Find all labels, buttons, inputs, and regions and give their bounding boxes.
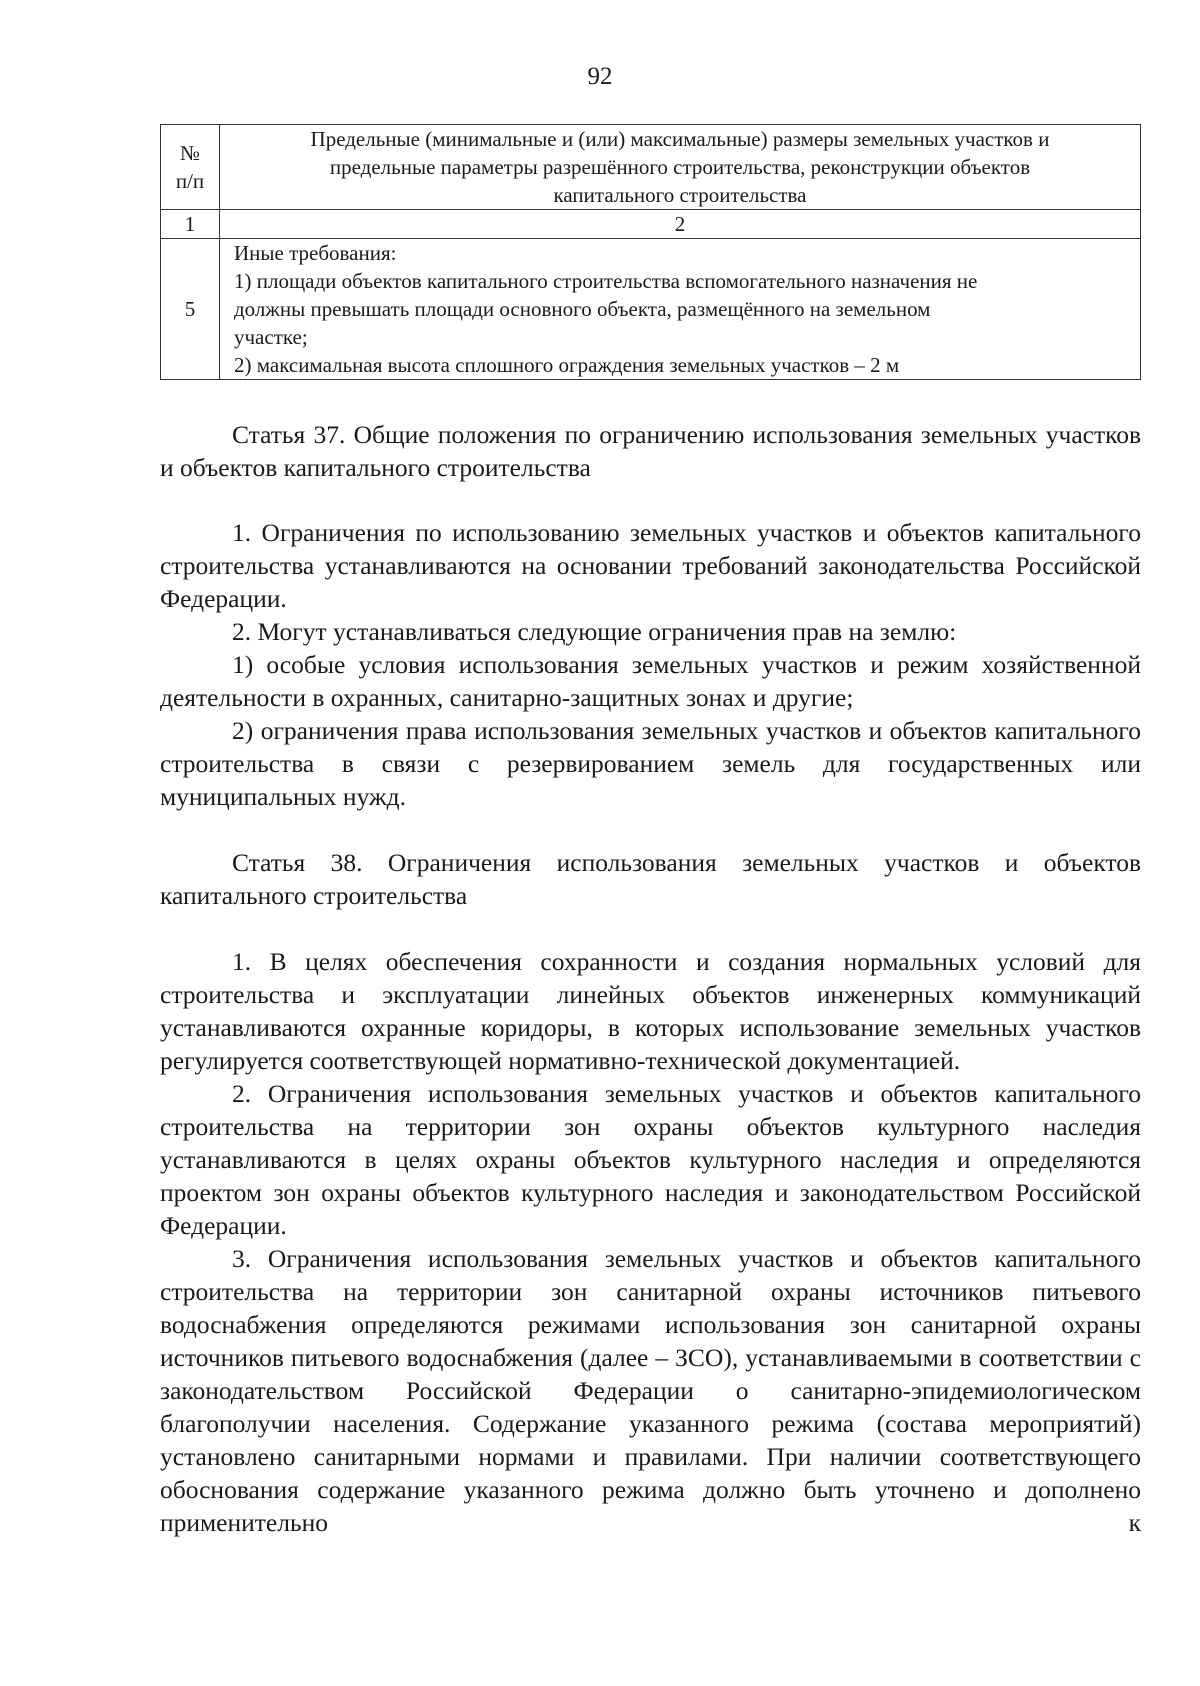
table-header-row <box>161 125 1141 210</box>
article-38-paragraph: 1. В целях обеспечения сохранности и создания нормальных условий для строительства и эксплуатации линейных объектов инженерных коммуникаций устанавливаются охранные коридоры, в которых использование земельных участков регулируется соответствующей нормативно-технической документацией. <box>160 947 1141 1075</box>
article-37-heading: Статья 37. Общие положения по ограничению использования земельных участков и объектов капитального строительства <box>160 420 1141 482</box>
page-number: 92 <box>587 63 613 90</box>
article-37-paragraph: 1) особые условия использования земельных участков и режим хозяйственной деятельности в охранных, санитарно-защитных зонах и другие; <box>160 650 1141 712</box>
table-row-content <box>220 239 1141 380</box>
table-index-cell: 2 <box>220 210 1141 239</box>
table-header-title-line: предельные параметры разрешённого строительства, реконструкции объектов <box>329 155 1031 179</box>
table-header-title-line: Предельные (минимальные и (или) максимальные) размеры земельных участков и <box>310 127 1050 151</box>
article-37-paragraph: 1. Ограничения по использованию земельных участков и объектов капитального строительства устанавливаются на основании требований законодательства Российской Федерации. <box>160 518 1141 613</box>
table-row-num: 5 <box>161 239 220 380</box>
table-row-line: должны превышать площади основного объекта, размещённого на земельном <box>234 297 931 321</box>
table-header-num <box>161 125 220 210</box>
requirements-table <box>160 124 1141 380</box>
table-row-line: Иные требования: <box>234 241 397 265</box>
table-row <box>161 239 1141 380</box>
article-37-heading-block <box>160 418 1141 484</box>
table-row-line: участке; <box>234 325 308 349</box>
article-38-heading: Статья 38. Ограничения использования земельных участков и объектов капитального строительства <box>160 848 1141 910</box>
table-row-line: 1) площади объектов капитального строительства вспомогательного назначения не <box>234 269 978 293</box>
table-header-title-line: капитального строительства <box>553 183 807 207</box>
article-38-heading-block <box>160 846 1141 912</box>
article-38-paragraph: 3. Ограничения использования земельных участков и объектов капитального строительства на территории зон санитарной охраны источников питьевого водоснабжения определяются режимами использования зон санитарной охраны источников питьевого водоснабжения (далее – ЗСО), устанавливаемыми в соответствии с законодательством Российской Федерации о санитарно-эпидемиологическом благополучии населения. Содержание указанного режима (состава мероприятий) установлено санитарными нормами и правилами. При наличии соответствующего обоснования содержание указанного режима должно быть уточнено и дополнено применительно к <box>160 1244 1141 1537</box>
article-37-paragraph: 2) ограничения права использования земельных участков и объектов капитального строительства в связи с резервированием земель для государственных или муниципальных нужд. <box>160 716 1141 811</box>
article-38-paragraph: 2. Ограничения использования земельных участков и объектов капитального строительства на территории зон охраны объектов культурного наследия устанавливаются в целях охраны объектов культурного наследия и определяются проектом зон охраны объектов культурного наследия и законодательством Российской Федерации. <box>160 1079 1141 1240</box>
table-index-cell: 1 <box>161 210 220 239</box>
table-header-num-line: № <box>179 141 201 165</box>
article-37-paragraph: 2. Могут устанавливаться следующие ограничения прав на землю: <box>232 617 957 646</box>
article-38-body <box>160 945 1141 1539</box>
table-row-line: 2) максимальная высота сплошного ограждения земельных участков – 2 м <box>234 353 900 377</box>
article-37-body <box>160 516 1141 813</box>
table-header-title <box>220 125 1141 210</box>
table-index-row <box>161 210 1141 239</box>
table-header-num-line: п/п <box>175 169 205 193</box>
